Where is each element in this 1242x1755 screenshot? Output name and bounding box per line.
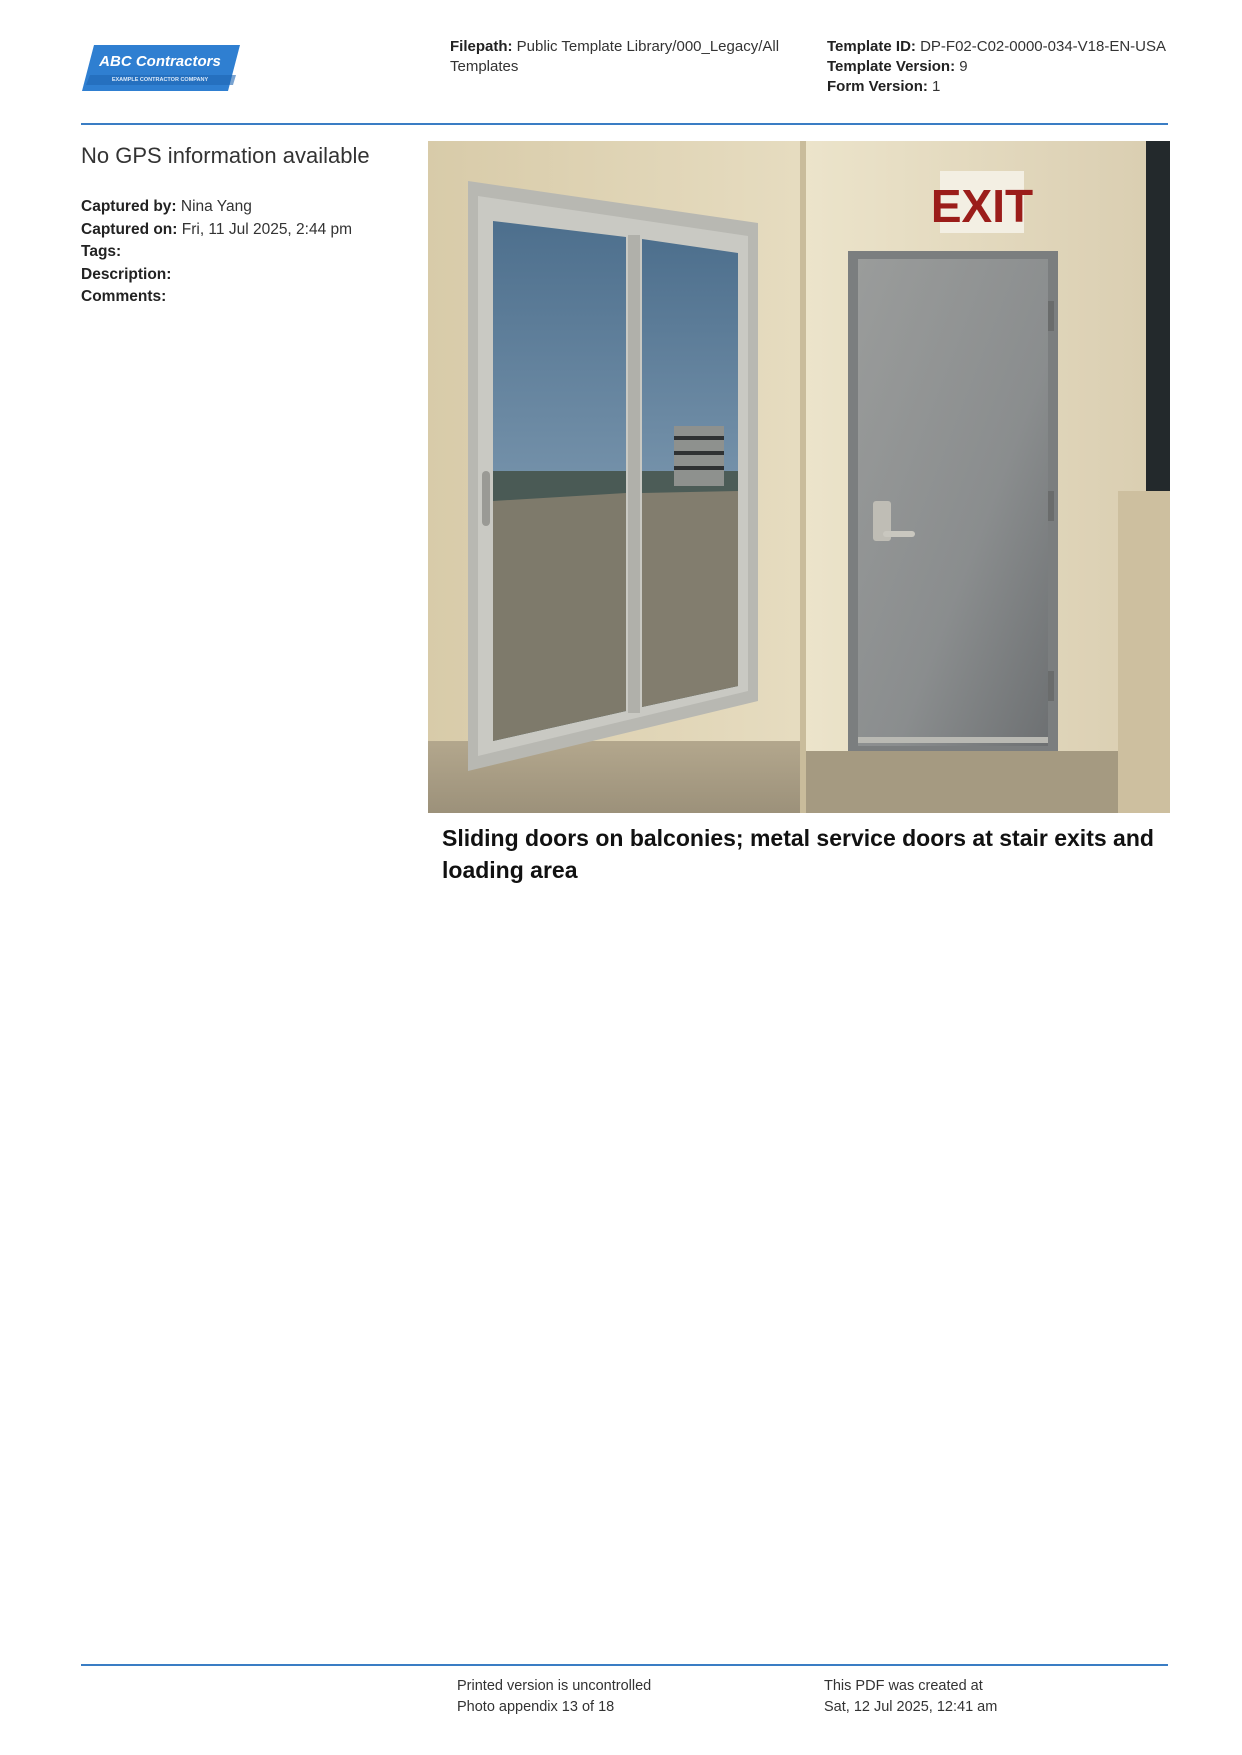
filepath-value: Public Template Library/000_Legacy/All Templates bbox=[450, 38, 780, 75]
company-logo bbox=[82, 45, 240, 91]
description-label: Description: bbox=[81, 265, 172, 283]
template-version-row bbox=[827, 57, 1207, 77]
exit-sign-text: EXIT bbox=[930, 180, 1034, 232]
created-label: This PDF was created at bbox=[824, 1678, 983, 1694]
header-divider bbox=[81, 123, 1168, 125]
captured-on-label: Captured on: bbox=[81, 220, 178, 238]
footer-left bbox=[457, 1676, 651, 1717]
template-id-label: Template ID: bbox=[827, 38, 916, 55]
captured-by-value: Nina Yang bbox=[180, 198, 252, 215]
tags-row bbox=[81, 241, 352, 264]
logo-name: ABC Contractors bbox=[99, 53, 221, 70]
comments-label: Comments: bbox=[81, 288, 167, 305]
footer-divider bbox=[81, 1664, 1168, 1666]
created-value: Sat, 12 Jul 2025, 12:41 am bbox=[824, 1698, 998, 1715]
photo-caption: Sliding doors on balconies; metal service doors at stair exits and loading area bbox=[442, 825, 1154, 883]
footer-right bbox=[824, 1676, 997, 1717]
captured-on-row bbox=[81, 219, 352, 242]
form-version-label: Form Version: bbox=[827, 78, 928, 95]
captured-by-label: Captured by: bbox=[81, 198, 177, 215]
filepath-label: Filepath: bbox=[450, 38, 513, 55]
site-photo bbox=[428, 141, 1170, 813]
logo-tagline: EXAMPLE CONTRACTOR COMPANY bbox=[111, 77, 209, 83]
tags-label: Tags: bbox=[81, 243, 122, 260]
filepath-block bbox=[450, 37, 790, 77]
photo-metadata bbox=[81, 196, 352, 309]
captured-on-value: Fri, 11 Jul 2025, 2:44 pm bbox=[181, 220, 353, 238]
template-id-value: DP-F02-C02-0000-034-V18-EN-USA bbox=[920, 38, 1167, 55]
template-id-row bbox=[827, 37, 1207, 57]
template-version-value: 9 bbox=[959, 58, 968, 75]
description-row bbox=[81, 264, 352, 287]
template-version-label: Template Version: bbox=[827, 58, 956, 75]
form-version-value: 1 bbox=[932, 78, 941, 95]
uncontrolled-notice: Printed version is uncontrolled bbox=[457, 1678, 652, 1694]
gps-status: No GPS information available bbox=[81, 143, 370, 168]
form-version-row bbox=[827, 77, 1207, 97]
captured-by-row bbox=[81, 196, 352, 219]
comments-row bbox=[81, 286, 352, 309]
appendix-page: Photo appendix 13 of 18 bbox=[457, 1698, 615, 1715]
template-info-block bbox=[827, 37, 1207, 97]
